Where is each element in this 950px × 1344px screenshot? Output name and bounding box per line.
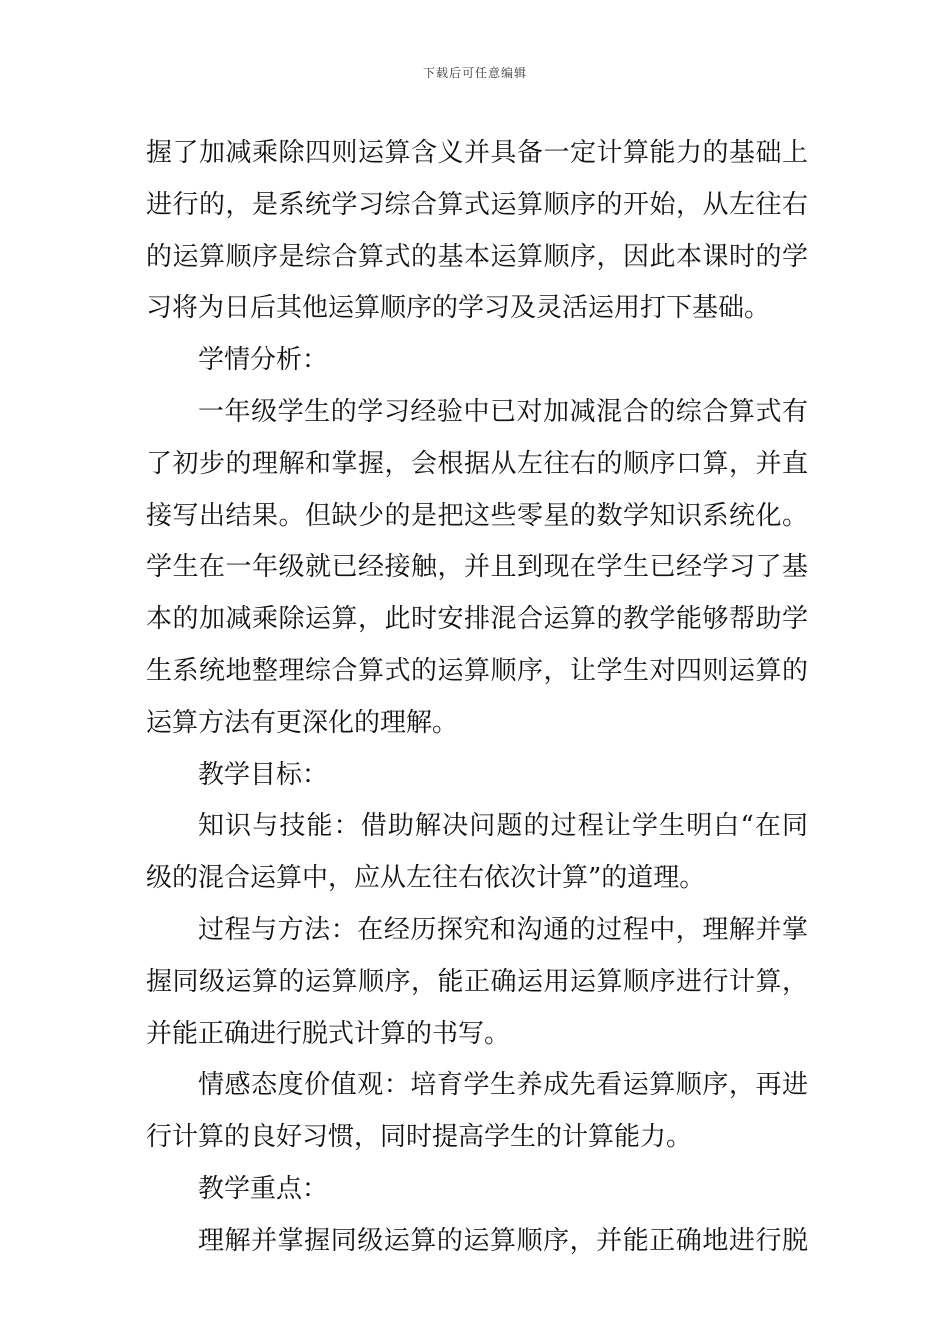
page-header: 下载后可任意编辑 (422, 66, 527, 80)
text-line: 行计算的良好习惯，同时提高学生的计算能力。 (146, 1122, 693, 1153)
text-line: 情感态度价值观：培育学生养成先看运算顺序，再进 (198, 1070, 808, 1101)
paragraph-emotion-values (146, 1060, 808, 1164)
heading-student-analysis (146, 335, 808, 387)
paragraph-teaching-key-points (146, 1216, 808, 1268)
heading-teaching-key-points (146, 1164, 808, 1216)
text-line: 过程与方法：在经历探究和沟通的过程中，理解并掌 (198, 914, 808, 945)
text-line: 握同级运算的运算顺序，能正确运用运算顺序进行计算， (146, 966, 808, 997)
text-line: 本的加减乘除运算，此时安排混合运算的教学能够帮助学 (146, 604, 808, 635)
paragraph-continuation (146, 128, 808, 335)
text-line: 握了加减乘除四则运算含义并具备一定计算能力的基础上 (146, 138, 808, 168)
text-line: 知识与技能：借助解决问题的过程让学生明白“在同 (198, 811, 808, 842)
text-line: 理解并掌握同级运算的运算顺序，并能正确地进行脱 (198, 1225, 808, 1256)
text-line: 教学重点： (198, 1173, 329, 1204)
text-line: 习将为日后其他运算顺序的学习及灵活运用打下基础。 (146, 293, 771, 324)
paragraph-knowledge-skills (146, 801, 808, 905)
text-line: 级的混合运算中，应从左往右依次计算”的道理。 (146, 863, 706, 894)
paragraph-student-analysis (146, 387, 808, 750)
text-line: 生系统地整理综合算式的运算顺序，让学生对四则运算的 (146, 655, 808, 686)
text-line: 了初步的理解和掌握，会根据从左往右的顺序口算，并直 (146, 448, 808, 479)
heading-teaching-goals (146, 750, 808, 802)
text-line: 学情分析： (198, 345, 329, 376)
text-line: 运算方法有更深化的理解。 (146, 707, 459, 738)
text-line: 教学目标： (198, 759, 329, 790)
document-body (146, 128, 808, 1268)
text-line: 接写出结果。但缺少的是把这些零星的数学知识系统化。 (146, 500, 808, 531)
paragraph-process-method (146, 905, 808, 1060)
text-line: 的运算顺序是综合算式的基本运算顺序，因此本课时的学 (146, 241, 808, 272)
text-line: 进行的，是系统学习综合算式运算顺序的开始，从左往右 (146, 189, 808, 220)
text-line: 并能正确进行脱式计算的书写。 (146, 1018, 511, 1049)
text-line: 一年级学生的学习经验中已对加减混合的综合算式有 (198, 396, 808, 427)
text-line: 学生在一年级就已经接触，并且到现在学生已经学习了基 (146, 552, 808, 583)
